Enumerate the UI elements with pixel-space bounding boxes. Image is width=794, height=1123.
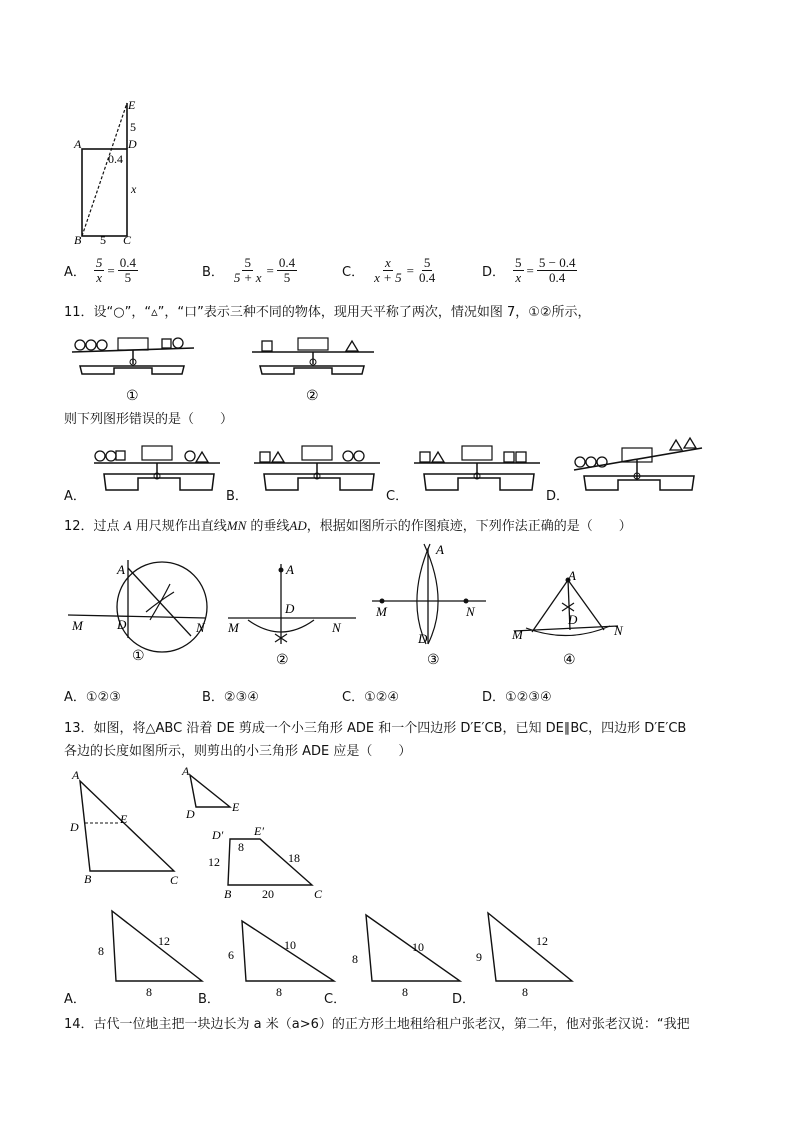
q12-option-b[interactable]: B．②③④ [202,690,259,705]
balance-1 [72,338,194,404]
side-20: 20 [262,887,274,901]
q12-construction-figures [66,540,656,670]
label-e: E [232,800,240,814]
label-a: A [568,568,576,583]
label-c: C [123,233,132,247]
label-d: D [70,820,79,834]
label-m: M [228,620,239,635]
q11-option-c-label[interactable]: C． [386,489,409,504]
q10-option-c[interactable] [342,256,437,285]
option-c-balance[interactable] [414,446,540,490]
figure-number-4: ④ [563,653,576,668]
label-m: M [72,618,83,633]
option-d-balance[interactable] [574,438,702,490]
q13-stem-line2: 各边的长度如图所示，则剪出的小三角形 ADE 应是（ ） [64,744,412,759]
label-e: E [120,812,128,826]
fraction [537,256,578,285]
label-d: D [568,612,578,627]
label-e: E [128,98,136,112]
figure-number-2: ② [276,653,289,668]
option-a-balance[interactable] [94,446,220,490]
point-a: A [123,518,132,533]
line-ad: AD [289,518,307,533]
label-c: C [314,887,323,901]
label-e-prime: E′ [254,824,264,838]
side-left: 8 [98,944,104,958]
numerator: 5 [244,255,251,270]
denominator: 0.4 [549,270,566,285]
stem-part: ，根据如图所示的作图痕迹，下列作法正确的是（ ） [306,519,632,534]
label-d: D [285,601,295,616]
stem-part: 12．过点 [64,519,124,534]
label-04: 0.4 [108,152,123,166]
denominator: 5 [124,270,132,285]
option-label: C． [342,265,365,280]
side-hypotenuse: 10 [284,938,296,952]
q13-stem-line1: 13．如图，将△ABC 沿着 DE 剪成一个小三角形 ADE 和一个四边形 D′E′CB，已知 DE∥BC，四边形 D′E′CB [64,721,687,736]
label-b: B [74,233,82,247]
denominator: 5 + x [233,270,262,285]
q10-option-d[interactable] [482,256,577,285]
label-d-prime: D′ [212,828,224,842]
option-c-triangle[interactable] [352,915,460,999]
q11-option-b-label[interactable]: B． [226,489,248,504]
q11-question: 则下列图形错误的是（ ） [64,412,234,427]
label-d: D [418,631,428,646]
label-c: C [170,873,179,887]
circle-object [97,340,107,350]
construction-4 [511,568,624,668]
stem-part: 的垂线 [246,519,290,534]
denominator: x + 5 [374,270,402,285]
denominator: 0.4 [418,270,436,285]
label-b: B [224,887,232,901]
label-d: D [186,807,195,821]
label-a: A [72,768,80,782]
circle-object [173,338,183,348]
figure-label-2: ② [306,389,319,404]
numerator: 5 − 0.4 [538,255,576,270]
side-bottom: 8 [276,985,282,999]
q13-figure [66,765,346,905]
figure-label-1: ① [126,389,139,404]
equals-sign: = [406,262,414,278]
dashed-be [82,103,127,236]
label-a: A [182,765,190,778]
stem-part: 用尺规作出直线 [131,519,227,534]
q10-option-b[interactable] [202,256,297,285]
label-m: M [512,627,523,642]
square-object [262,341,272,351]
side-bottom: 8 [402,985,408,999]
q14-stem: 14．古代一位地主把一块边长为 a 米（a>6）的正方形土地租给租户张老汉，第二年，他对张老汉说：“我把 [64,1017,690,1032]
q11-balance-figures [66,330,566,405]
q11-option-a-label[interactable]: A． [64,489,86,504]
numerator: 5 [95,255,103,270]
fraction [417,256,437,285]
denominator: x [96,270,103,285]
side-hypotenuse: 12 [158,934,170,948]
label-b: B [84,872,92,886]
label-5-de: 5 [130,120,136,134]
quadrilateral-decb [208,824,323,901]
numerator: x [384,255,391,270]
circle-object [86,340,96,350]
side-left: 8 [352,952,358,966]
figure-number-3: ③ [427,653,440,668]
option-label: D． [482,265,506,280]
equals-sign: = [107,262,115,278]
denominator: x [515,270,522,285]
side-left: 6 [228,948,234,962]
side-bottom: 8 [522,985,528,999]
q13-option-c-label[interactable]: C． [324,992,347,1007]
numerator: 5 [423,255,431,270]
numerator: 0.4 [278,255,296,270]
construction-1 [68,560,207,664]
side-18: 18 [288,851,300,865]
q12-option-d[interactable]: D．①②③④ [482,690,552,705]
side-hypotenuse: 12 [536,934,548,948]
option-label: B． [202,265,224,280]
fraction [277,256,297,285]
label-n: N [466,604,475,619]
numerator: 5 [515,255,522,270]
equals-sign: = [266,262,274,278]
q11-option-d-label[interactable]: D． [546,489,570,504]
q12-option-a[interactable]: A．①②③ [64,690,121,705]
label-n: N [614,623,623,638]
option-b-triangle[interactable] [228,921,334,999]
fraction [118,256,138,285]
equals-sign: = [526,262,534,278]
q11-stem: 11．设“○”，“▵”，“口”表示三种不同的物体，现用天平称了两次，情况如图 7，①②所示， [64,305,591,320]
fraction [94,256,105,285]
option-label: A． [64,265,86,280]
balance-2 [252,338,374,404]
figure-number-1: ① [132,649,145,664]
label-m: M [376,604,387,619]
option-d-triangle[interactable] [476,913,572,999]
q13-option-b-label[interactable]: B． [198,992,220,1007]
q10-figure [70,95,150,250]
fraction [372,256,404,285]
side-8: 8 [238,840,244,854]
label-d: D [117,617,127,632]
q13-option-a-label[interactable]: A． [64,992,86,1007]
q12-option-c[interactable]: C．①②④ [342,690,400,705]
label-a: A [286,562,294,577]
label-n: N [332,620,341,635]
label-a: A [74,137,82,151]
square-object [162,339,171,348]
side-12: 12 [208,855,220,869]
q10-option-a[interactable] [64,256,138,285]
side-left: 9 [476,950,482,964]
label-a: A [117,562,125,577]
denominator: 5 [283,270,291,285]
numerator: 0.4 [119,255,136,270]
label-x: x [131,182,137,196]
label-d: D [128,137,137,151]
option-a-triangle[interactable] [98,911,202,999]
label-a: A [436,542,444,557]
side-bottom: 8 [146,985,152,999]
option-b-balance[interactable] [254,446,380,490]
side-hypotenuse: 10 [412,940,424,954]
construction-3 [372,542,486,668]
line-mn: MN [226,518,247,533]
triangle-object [346,341,358,351]
circle-object [75,340,85,350]
q13-option-d-label[interactable]: D． [452,992,476,1007]
q13-options-figure [60,905,600,1000]
triangle-abc [69,768,179,887]
label-n: N [196,620,205,635]
fraction [513,256,524,285]
fraction [232,256,264,285]
q12-stem [64,515,632,534]
construction-2 [227,562,356,668]
label-5-bc: 5 [100,233,106,247]
small-triangle-ade [181,765,240,821]
